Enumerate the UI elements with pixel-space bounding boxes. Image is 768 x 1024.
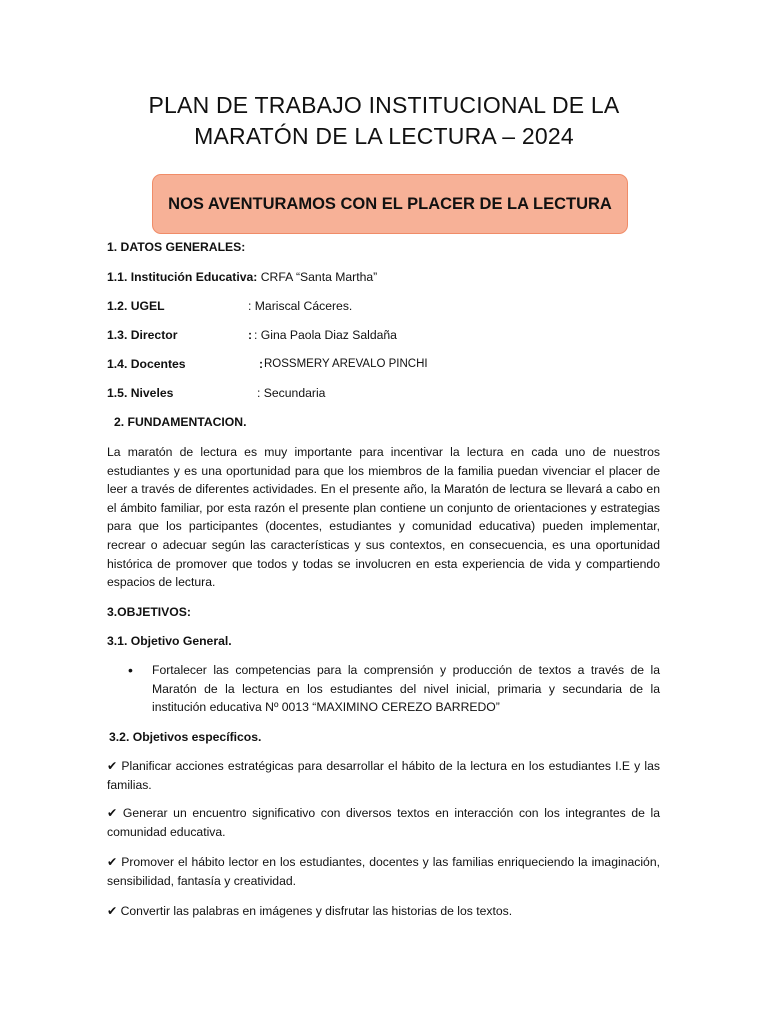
objetivo-especifico-item: ✔ Convertir las palabras en imágenes y disfrutar las historias de los textos. bbox=[107, 904, 513, 918]
objetivos-especificos-heading: 3.2. Objetivos específicos. bbox=[109, 730, 262, 744]
fundamentacion-text: La maratón de lectura es muy importante para incentivar la lectura en cada uno de nuestros estudiantes y es una oportunidad para que los miembros de la familia puedan vivenciar el placer de leer a través de diferentes actividades. En el presente año, la Maratón de lectura se llevará a cabo en el ámbito familiar, por esta razón el presente plan contiene un conjunto de orientaciones y estrategias para que los participantes (docentes, estudiantes y comunidad educativa) pueden implementar, recrear o adecuar según las características y sus contextos, en consecuencia, es una oportunidad histórica de promover que todos y todas se involucren en esta experiencia de vida y compartiendo espacios de lectura. bbox=[107, 445, 660, 590]
fundamentacion-heading: 2. FUNDAMENTACION. bbox=[114, 415, 247, 429]
institucion-value: CRFA “Santa Martha” bbox=[257, 270, 378, 284]
objetivo-general-text: Fortalecer las competencias para la comprensión y producción de textos a través de la Maratón de la lectura en los estudiantes del nivel inicial, primaria y secundaria de la institución educativa Nº 0013 “MAXIMINO CEREZO BARREDO” bbox=[152, 663, 660, 715]
docentes-label: 1.4. Docentes bbox=[107, 357, 186, 371]
slogan-banner: NOS AVENTURAMOS CON EL PLACER DE LA LECTURA bbox=[152, 174, 628, 234]
institucion-row bbox=[107, 270, 377, 285]
ugel-label: 1.2. UGEL bbox=[107, 299, 165, 313]
director-colon: : bbox=[248, 328, 253, 342]
objetivo-especifico-item: ✔ Planificar acciones estratégicas para desarrollar el hábito de la lectura en los estudiantes I.E y las familias. bbox=[107, 759, 660, 792]
title-line-2: MARATÓN DE LA LECTURA – 2024 bbox=[194, 123, 574, 149]
objetivo-especifico-item: ✔ Promover el hábito lector en los estudiantes, docentes y las familias enriqueciendo la imaginación, sensibilidad, fantasía y creatividad. bbox=[107, 855, 660, 888]
ugel-row bbox=[107, 299, 353, 314]
ugel-value: : Mariscal Cáceres. bbox=[248, 299, 353, 313]
niveles-label: 1.5. Niveles bbox=[107, 386, 174, 400]
title-line-1: PLAN DE TRABAJO INSTITUCIONAL DE LA bbox=[148, 92, 620, 118]
director-label: 1.3. Director bbox=[107, 328, 178, 342]
docentes-row bbox=[107, 357, 428, 372]
objetivos-heading: 3.OBJETIVOS: bbox=[107, 605, 191, 619]
director-value: : Gina Paola Diaz Saldaña bbox=[254, 328, 397, 342]
niveles-value: : Secundaria bbox=[257, 386, 326, 400]
bullet-icon: • bbox=[128, 662, 133, 678]
objetivo-general-heading: 3.1. Objetivo General. bbox=[107, 634, 232, 648]
document-title bbox=[0, 90, 768, 152]
niveles-row bbox=[107, 386, 326, 401]
director-row bbox=[107, 328, 397, 343]
docentes-value: ROSSMERY AREVALO PINCHI bbox=[264, 358, 428, 370]
institucion-label: 1.1. Institución Educativa: bbox=[107, 270, 258, 284]
objetivo-especifico-item: ✔ Generar un encuentro significativo con diversos textos en interacción con los integrantes de la comunidad educativa. bbox=[107, 806, 660, 839]
datos-heading: 1. DATOS GENERALES: bbox=[107, 240, 246, 254]
docentes-colon: : bbox=[259, 357, 264, 371]
